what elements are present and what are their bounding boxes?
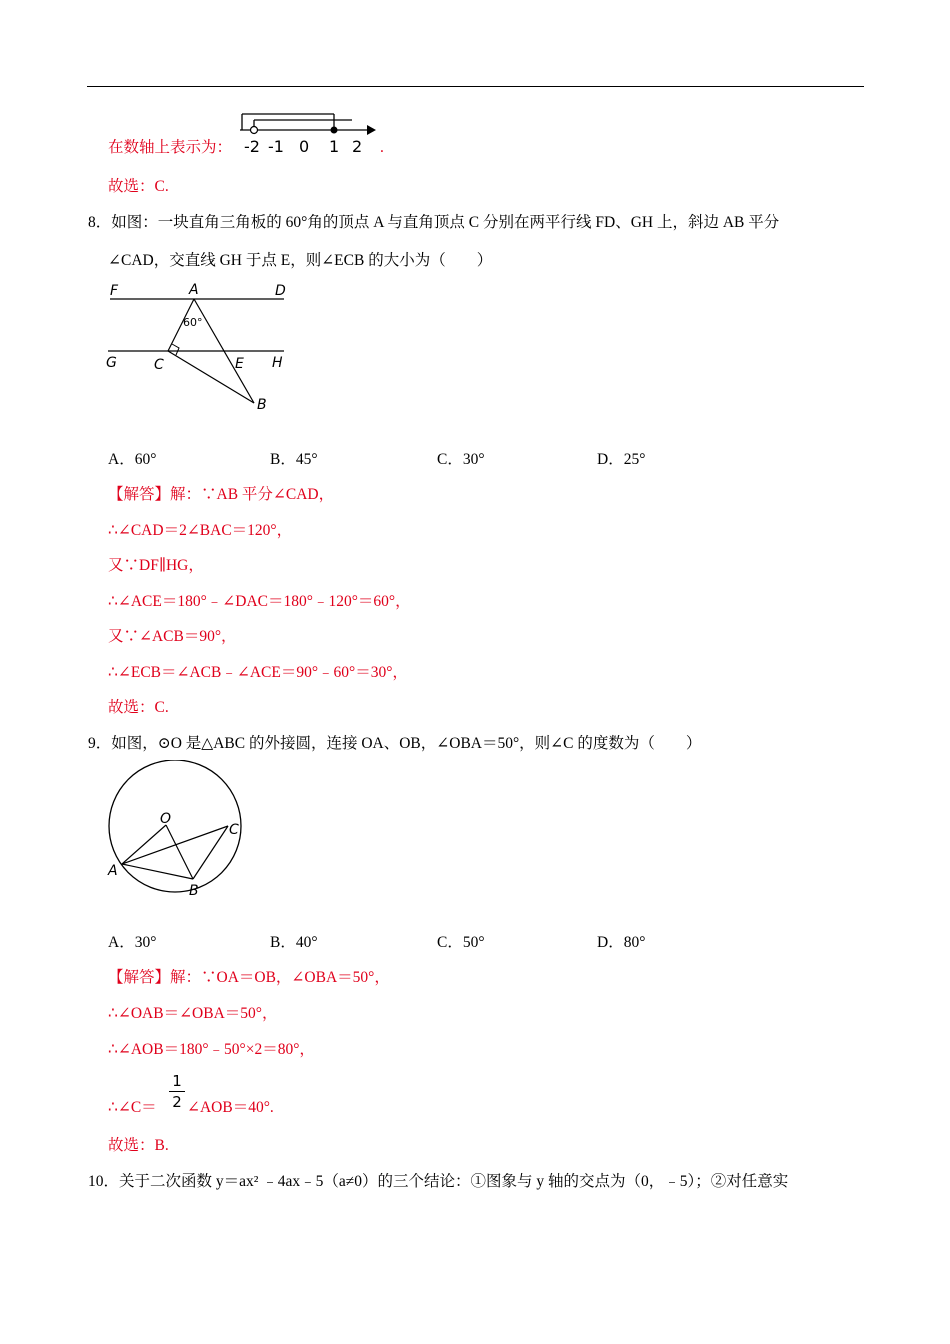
tick-label: 0 [299,137,310,156]
q9-figure [100,760,260,905]
fraction-one-half [168,1072,186,1111]
label-E: E [235,356,244,372]
label-B: B [257,397,267,413]
q9-solution-3: ∴∠AOB＝180°﹣50°×2＝80°， [108,1041,315,1058]
fraction-numerator: 1 [172,1072,182,1090]
q8-option-d: D．25° [597,451,646,468]
q8-solution-2: ∴∠CAD＝2∠BAC＝120°， [108,522,293,539]
q9-solution-2: ∴∠OAB＝∠OBA＝50°， [108,1005,278,1022]
numberline-prefix: 在数轴上表示为： [108,139,233,156]
q9-solution-4a: ∴∠C＝ [108,1099,157,1116]
label-H: H [272,355,283,371]
q8-option-c: C．30° [437,451,485,468]
q8-option-a: A．60° [108,451,157,468]
q8-solution-6: ∴∠ECB＝∠ACB﹣∠ACE＝90°﹣60°＝30°， [108,664,408,681]
q8-solution-1: 【解答】解：∵AB 平分∠CAD， [108,486,335,503]
header-rule [87,86,864,87]
q8-figure [100,278,300,418]
label-A: A [189,282,199,298]
tick-label: 1 [329,137,340,156]
label-O: O [160,811,172,827]
q8-conclusion: 故选：C. [108,699,169,716]
q8-stem-line2: ∠CAD，交直线 GH 于点 E，则∠ECB 的大小为（ ） [108,252,493,269]
q8-solution-5: 又∵∠ACB＝90°， [108,628,237,645]
number-line-figure [236,108,386,158]
label-F: F [110,283,119,299]
label-A: A [108,863,118,879]
q8-solution-3: 又∵DF∥HG， [108,557,204,574]
label-D: D [275,283,286,299]
label-60deg: 60° [183,316,203,329]
label-B: B [189,883,199,899]
q9-option-b: B．40° [270,934,318,951]
q8-stem-line1: 8．如图：一块直角三角板的 60°角的顶点 A 与直角顶点 C 分别在两平行线 FD、GH 上，斜边 AB 平分 [88,214,780,231]
label-G: G [106,355,117,371]
q9-solution-1: 【解答】解：∵OA＝OB，∠OBA＝50°， [108,969,390,986]
q8-solution-4: ∴∠ACE＝180°﹣∠DAC＝180°﹣120°＝60°， [108,593,411,610]
tick-label: 2 [352,137,363,156]
label-C: C [229,822,239,838]
fraction-denominator: 2 [172,1093,182,1111]
q9-solution-4b: ∠AOB＝40°. [187,1099,274,1116]
label-C: C [154,357,164,373]
tick-label: -2 [244,137,260,156]
prev-conclusion: 故选：C. [108,178,169,195]
q10-stem-line1: 10．关于二次函数 y＝ax² ﹣4ax﹣5（a≠0）的三个结论：①图象与 y 轴的交点为（0，﹣5）；②对任意实 [88,1173,789,1190]
q8-option-b: B．45° [270,451,318,468]
q9-option-a: A．30° [108,934,157,951]
q9-conclusion: 故选：B. [108,1137,169,1154]
numberline-suffix: . [380,139,384,156]
q9-option-d: D．80° [597,934,646,951]
q9-option-c: C．50° [437,934,485,951]
q9-stem-line1: 9．如图，⊙O 是△ABC 的外接圆，连接 OA、OB，∠OBA＝50°，则∠C 的度数为（ ） [88,735,702,752]
tick-label: -1 [268,137,284,156]
